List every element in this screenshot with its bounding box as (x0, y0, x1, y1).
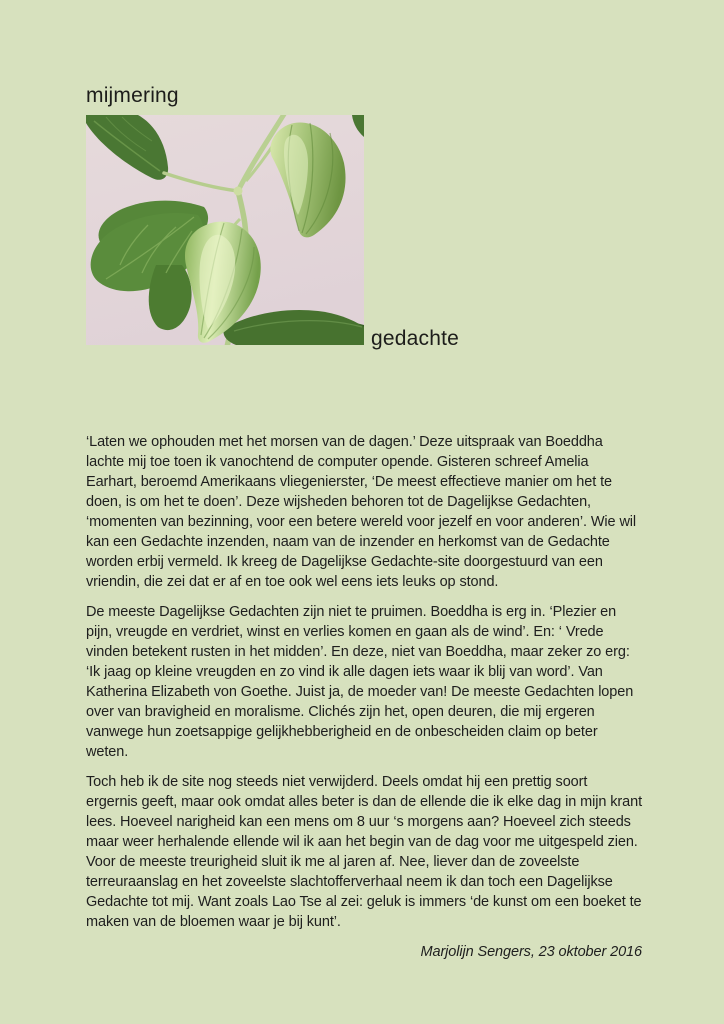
photo-caption: gedachte (371, 327, 460, 350)
stem-node (234, 187, 243, 196)
body-text (86, 432, 642, 972)
paragraph-1: ‘Laten we ophouden met het morsen van de dagen.’ Deze uitspraak van Boeddha lachte mij toe toen ik vanochtend de computer opende. Gisteren schreef Amelia Earhart, beroemd Amerikaans vliegenierster, ‘De meest effectieve manier om het te doen, is om het te doen’. Deze wijsheden behoren tot de Dagelijkse Gedachten, ‘momenten van bezinning, voor een betere wereld voor jezelf en voor anderen’. Wie wil kan een Gedachte inzenden, naam van de inzender en herkomst van de Gedachte worden erbij vermeld. Ik kreeg de Dagelijkse Gedachte-site doorgestuurd van een vriendin, die zei dat er af en toe ook wel eens iets leuks op stond. (86, 434, 637, 590)
signature: Marjolijn Sengers, 23 oktober 2016 (420, 944, 642, 960)
page-title: mijmering (86, 84, 179, 107)
plant-photo (86, 115, 364, 345)
physalis-photo-illustration (86, 115, 364, 345)
paragraph-2: De meeste Dagelijkse Gedachten zijn niet te pruimen. Boeddha is erg in. ‘Plezier en pijn, vreugde en verdriet, winst en verlies komen en gaan als de wind’. En: ‘ Vrede vinden betekent rusten in het midden’. En deze, niet van Boeddha, maar zeker zo erg: ‘Ik jaag op kleine vreugden en zo vind ik alle dagen iets waar ik blij van word’. Van Katherina Elizabeth von Goethe. Juist ja, de moeder van! De meeste Gedachten lopen over van bravigheid en moralisme. Clichés zijn het, open deuren, die mij ergeren vanwege hun zoetsappige gelijkhebberigheid en de onbescheiden claim op beter weten. (86, 604, 634, 760)
paragraph-3: Toch heb ik de site nog steeds niet verwijderd. Deels omdat hij een prettig soort ergernis geeft, maar ook omdat alles beter is dan de ellende die ik elke dag in mijn krant lees. Hoeveel narigheid kan een mens om 8 uur ‘s morgens aan? Hoeveel zich steeds maar weer herhalende ellende wil ik aan het begin van de dag voor me uitgespeld zien. Voor de meeste treurigheid sluit ik me al jaren af. Nee, liever dan de zoveelste terreuraanslag en het zoveelste slachtofferverhaal neem ik dan toch een Dagelijkse Gedachte tot mij. Want zoals Lao Tse al zei: geluk is immers ‘de kunst om een boeket te maken van de bloemen waar je bij kunt’. (86, 774, 643, 930)
